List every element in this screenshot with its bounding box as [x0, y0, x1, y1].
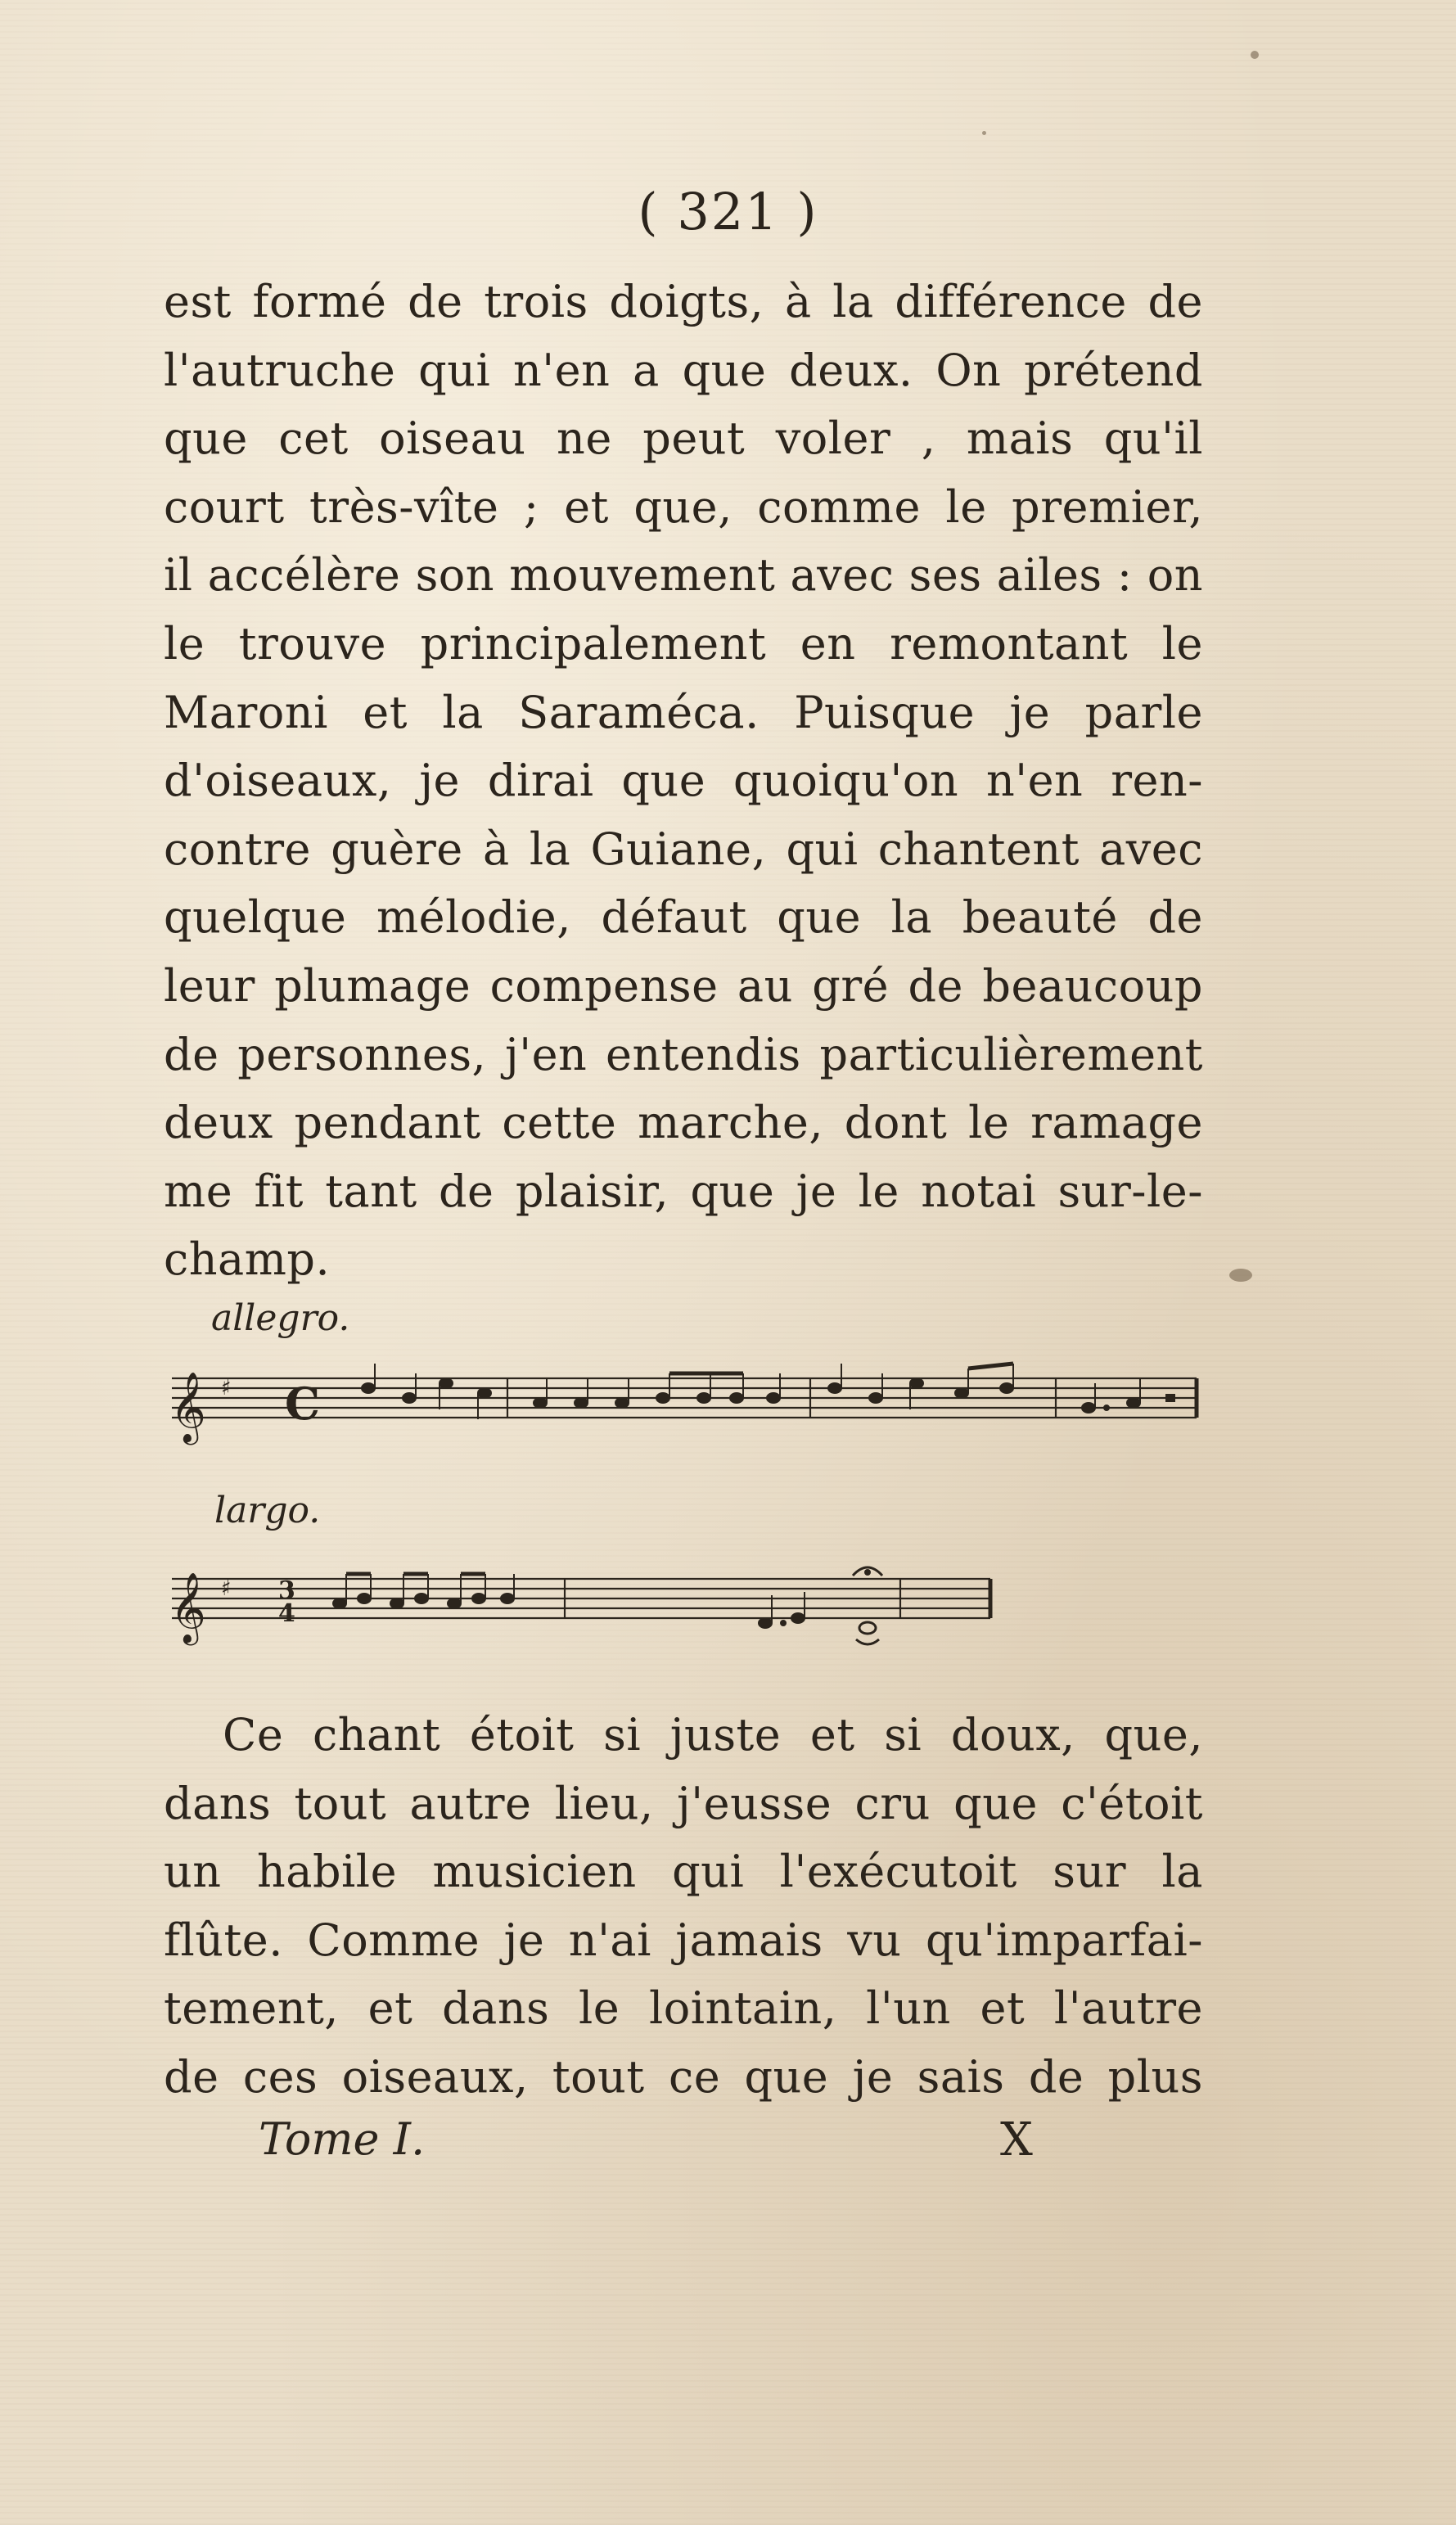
paper-spot — [1229, 1269, 1252, 1282]
text-line: dans tout autre lieu, j'eusse cru que c'étoit — [164, 1777, 1203, 1829]
text-line: quelque mélodie, défaut que la beauté de — [164, 891, 1203, 944]
time-signature-denominator: 4 — [278, 1599, 295, 1628]
text-line: leur plumage compense au gré de beaucoup — [164, 959, 1203, 1012]
volume-marker: Tome I. — [259, 2113, 426, 2165]
text-line: flûte. Comme je n'ai jamais vu qu'imparfai- — [164, 1914, 1203, 1966]
text-line: le trouve principalement en remontant le — [164, 617, 1203, 670]
time-signature-numerator: 3 — [278, 1576, 295, 1605]
text-line: un habile musicien qui l'exécutoit sur la — [164, 1846, 1203, 1898]
music-staff-largo — [164, 1551, 1203, 1657]
page-number: ( 321 ) — [638, 182, 818, 241]
text-line: Ce chant étoit si juste et si doux, que, — [223, 1709, 1203, 1761]
music-staff-allegro — [164, 1359, 1203, 1457]
text-line: court très-vîte ; et que, comme le premier, — [164, 480, 1203, 533]
sharp-icon: ♯ — [221, 1576, 232, 1601]
text-line: d'oiseaux, je dirai que quoiqu'on n'en ren- — [164, 755, 1203, 807]
paragraph-2 — [164, 1701, 1203, 2112]
text-line: deux pendant cette marche, dont le ramage — [164, 1097, 1203, 1149]
treble-clef-icon: 𝄞 — [170, 1372, 206, 1442]
time-signature-common: C — [285, 1377, 320, 1430]
text-line: que cet oiseau ne peut voler , mais qu'il — [164, 413, 1203, 465]
text-line: tement, et dans le lointain, l'un et l'autre — [164, 1982, 1203, 2035]
text-line: me fit tant de plaisir, que je le notai sur-le- — [164, 1165, 1203, 1217]
text-line: il accélère son mouvement avec ses ailes : on — [164, 549, 1203, 602]
paper-spot — [1251, 51, 1259, 59]
text-line: contre guère à la Guiane, qui chantent avec — [164, 823, 1203, 875]
text-line: de personnes, j'en entendis particulièrement — [164, 1028, 1203, 1080]
text-line: champ. — [164, 1233, 331, 1286]
treble-clef-icon: 𝄞 — [170, 1572, 206, 1643]
paper-spot — [982, 131, 986, 135]
text-line: Maroni et la Saraméca. Puisque je parle — [164, 686, 1203, 738]
text-line: est formé de trois doigts, à la différence de — [164, 276, 1203, 327]
sharp-icon: ♯ — [221, 1376, 232, 1400]
text-line: l'autruche qui n'en a que deux. On prétend — [164, 344, 1203, 396]
paragraph-1 — [164, 268, 1203, 1294]
tempo-marking-allegro: allegro. — [211, 1297, 350, 1339]
signature-mark: X — [1000, 2113, 1033, 2167]
tempo-marking-largo: largo. — [214, 1490, 321, 1531]
text-line: de ces oiseaux, tout ce que je sais de plus — [164, 2050, 1203, 2103]
